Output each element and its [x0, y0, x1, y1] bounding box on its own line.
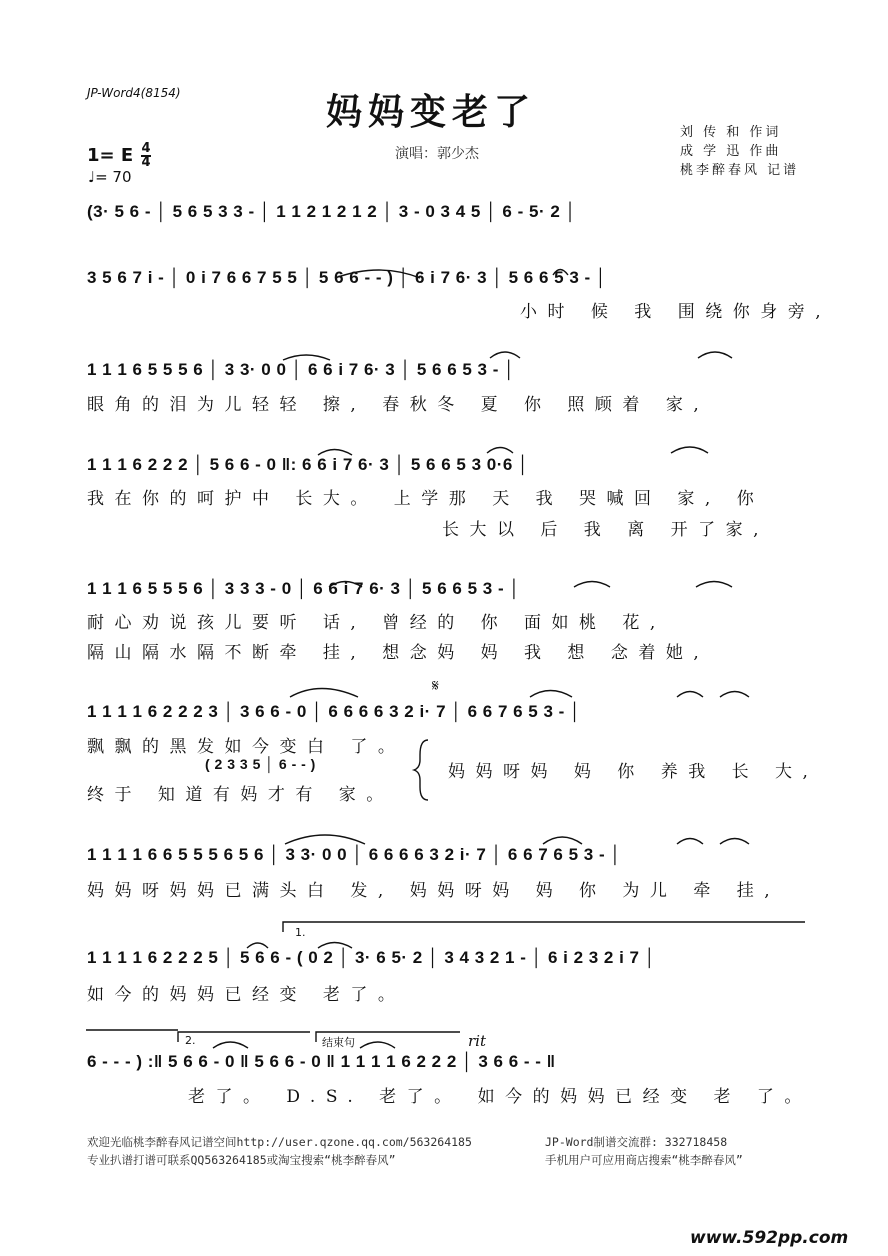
slur — [677, 839, 703, 845]
time-sig-top: 4 — [141, 141, 151, 156]
volta-bracket — [178, 1032, 310, 1042]
slur — [677, 692, 703, 698]
slur — [290, 689, 358, 698]
slur — [490, 352, 520, 358]
score-row-7: 1 1 1 1 6 6 5 5 5 6 5 6 │ 3 3· 0 0 │ 6 6 6 6 3 2 i· 7 │ 6 6 7 6 5 3 - │ — [87, 845, 622, 864]
volta-2-label: 2. — [185, 1034, 196, 1047]
lyric-line: 耐心劝说孩儿要听 话, 曾经的 你 面如桃 花, — [87, 613, 666, 633]
score-row-1: (3· 5 6 - │ 5 6 5 3 3 - │ 1 1 2 1 2 1 2 │ 3 - 0 3 4 5 │ 6 - 5· 2 │ — [87, 202, 577, 221]
brace — [414, 740, 428, 800]
score-row-3: 1 1 1 6 5 5 5 6 │ 3 3· 0 0 │ 6 6 i 7 6· 3 │ 5 6 6 5 3 - │ — [87, 360, 516, 379]
lyric-line: 眼角的泪为儿轻轻 擦, 春秋冬 夏 你 照顾着 家, — [87, 395, 710, 415]
volta-bracket — [283, 922, 805, 932]
lyric-line: 小时 候 我 围绕你身旁, — [520, 302, 832, 322]
composer-credit: 成 学 迅 作曲 — [680, 144, 782, 159]
lyric-line: 妈妈呀妈妈已满头白 发, 妈妈呀妈 妈 你 为儿 牵 挂, — [87, 881, 781, 901]
lyric-line: 长大以 后 我 离 开了家, — [442, 520, 770, 540]
score-row-6: 1 1 1 1 6 2 2 2 3 │ 3 6 6 - 0 │ 6 6 6 6 3 2 i· 7 │ 6 6 7 6 5 3 - │ — [87, 702, 582, 721]
slur — [698, 352, 732, 358]
slur — [720, 839, 749, 845]
footer-contact: 专业扒谱打谱可联系QQ563264185或淘宝搜索“桃李醉春风” — [87, 1153, 396, 1167]
transcriber-credit: 桃李醉春风 记谱 — [680, 163, 800, 178]
song-title: 妈妈变老了 — [326, 91, 537, 133]
rit-marking: rit — [468, 1032, 486, 1050]
slur — [720, 692, 749, 698]
score-row-2: 3 5 6 7 i - │ 0 i 7 6 6 7 5 5 │ 5 6 6 - - ) │ 6 i 7 6· 3 │ 5 6 6 5 3 - │ — [87, 268, 608, 287]
tempo-marking: ♩= 70 — [88, 168, 132, 186]
footer-group: JP-Word制谱交流群: 332718458 — [545, 1135, 728, 1149]
time-sig-bottom: 4 — [141, 155, 151, 170]
slur — [696, 582, 732, 588]
ending-label: 结束句 — [322, 1036, 355, 1049]
aside-lyric: 妈妈呀妈 妈 你 养我 长 大, — [448, 762, 819, 782]
slur — [213, 1042, 248, 1048]
lyric-line: 飘飘的黑发如今变白 了。 — [87, 737, 406, 757]
lyricist-credit: 刘 传 和 作词 — [680, 125, 782, 140]
lyric-line: 如今的妈妈已经变 老了。 — [87, 985, 406, 1005]
score-row-9: 6 - - - ) :‖ 5 6 6 - 0 ‖ 5 6 6 - 0 ‖ 1 1 1 1 6 2 2 2 │ 3 6 6 - - ‖ — [87, 1052, 556, 1071]
slur — [285, 835, 365, 844]
slur — [487, 448, 513, 454]
aside-notes: ( 2 3 3 5 │ 6 - - ) — [205, 756, 316, 772]
footer-website: 欢迎光临桃李醉春风记谱空间http://user.qzone.qq.com/563264185 — [87, 1135, 472, 1149]
slur — [360, 1042, 395, 1048]
volta-1-label: 1. — [295, 926, 306, 939]
score-row-5: 1 1 1 6 5 5 5 6 │ 3 3 3 - 0 │ 6 6 i 7 6· 3 │ 5 6 6 5 3 - │ — [87, 579, 521, 598]
slur — [543, 837, 582, 844]
watermark: www.592pp.com — [690, 1228, 849, 1248]
slur — [530, 691, 572, 698]
score-row-4: 1 1 1 6 2 2 2 │ 5 6 6 - 0 ‖: 6 6 i 7 6· 3 │ 5 6 6 5 3 0·6 │ — [87, 455, 530, 474]
singer-credit: 演唱：郭少杰 — [395, 146, 479, 162]
lyric-line: 我在你的呵护中 长大。 上学那 天 我 哭喊回 家, 你 — [87, 489, 765, 509]
software-label: JP-Word4(8154) — [87, 86, 181, 100]
slur — [671, 447, 708, 453]
lyric-line: 终于 知道有妈才有 家。 — [87, 785, 394, 805]
segno-sign: 𝄋 — [432, 676, 439, 695]
score-row-8: 1 1 1 1 6 2 2 2 5 │ 5 6 6 - ( 0 2 │ 3· 6 5· 2 │ 3 4 3 2 1 - │ 6 i 2 3 2 i 7 │ — [87, 948, 656, 967]
footer-mobile: 手机用户可应用商店搜索“桃李醉春风” — [545, 1153, 743, 1167]
lyric-line: 老了。 D.S. 老了。 如今的妈妈已经变 老 了。 — [188, 1087, 812, 1107]
lyric-line: 隔山隔水隔不断牵 挂, 想念妈 妈 我 想 念着她, — [87, 643, 710, 663]
key-label: 1= E — [87, 145, 134, 166]
slur — [574, 582, 610, 588]
